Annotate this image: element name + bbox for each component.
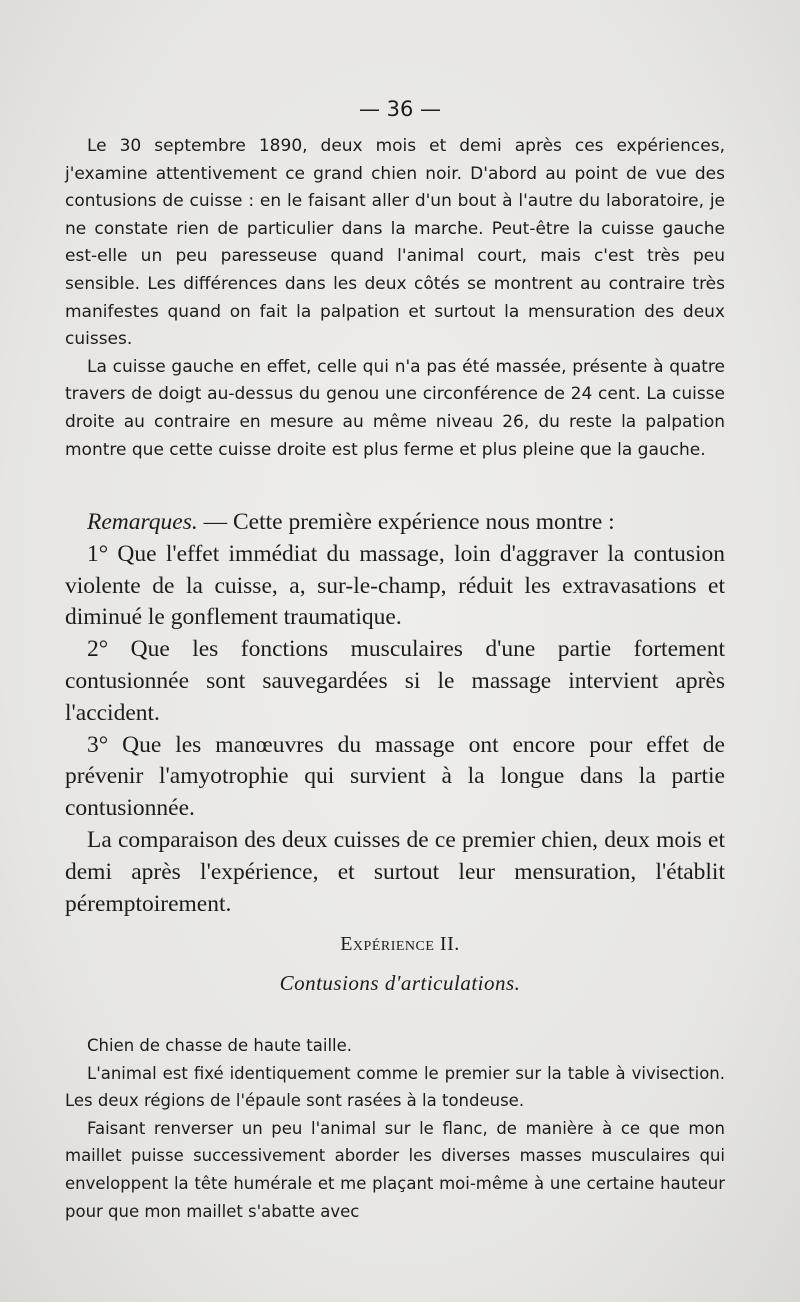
paragraph: La cuisse gauche en effet, celle qui n'a pas été massée, présente à quatre travers de doigt au-dessus du genou une circonférence de 24 cent. La cuisse droite au contraire en mesure au même niveau 26, du reste la palpation montre que cette cuisse droite est plus ferme et plus pleine que la gauche. xyxy=(65,356,725,460)
remarks-section xyxy=(65,507,725,920)
paragraph: L'animal est fixé identiquement comme le premier sur la table à vivisection. Les deux régions de l'épaule sont rasées à la tondeuse. xyxy=(65,1063,725,1111)
remark-point: 2° Que les fonctions musculaires d'une partie fortement contusionnée sont sauvegardées si le massage intervient après l'accident. xyxy=(65,636,725,726)
paragraph: Le 30 septembre 1890, deux mois et demi après ces expériences, j'examine attentivement ce grand chien noir. D'abord au point de vue des contusions de cuisse : en le faisant aller d'un bout à l'autre du laboratoire, je ne constate rien de particulier dans la marche. Peut-être la cuisse gauche est-elle un peu paresseuse quand l'animal court, mais c'est très peu sensible. Les différences dans les deux côtés se montrent au contraire très manifestes quand on fait la palpation et surtout la mensuration des deux cuisses. xyxy=(65,136,725,350)
experiment-text xyxy=(65,1032,725,1225)
observation-text xyxy=(65,133,725,464)
remarks-intro xyxy=(65,507,725,539)
remarks-intro-text: — Cette première expérience nous montre : xyxy=(197,509,615,535)
remark-conclusion: La comparaison des deux cuisses de ce premier chien, deux mois et demi après l'expérience, et surtout leur mensuration, l'établit péremptoirement. xyxy=(65,826,725,917)
remarks-label: Remarques. xyxy=(87,509,198,535)
remark-point: 1° Que l'effet immédiat du massage, loin d'aggraver la contusion violente de la cuisse, a, sur-le-champ, réduit les extravasations et diminué le gonflement traumatique. xyxy=(65,540,725,631)
page-number: — 36 — xyxy=(358,97,442,121)
experiment-subtitle: Contusions d'articulations. xyxy=(279,971,521,995)
paragraph: Faisant renverser un peu l'animal sur le flanc, de manière à ce que mon maillet puisse successivement aborder les diverses masses musculaires qui enveloppent la tête humérale et me plaçant moi-même à une certaine hauteur pour que mon maillet s'abatte avec xyxy=(65,1118,725,1221)
remark-point: 3° Que les manœuvres du massage ont encore pour effet de prévenir l'amyotrophie qui survient à la longue dans la partie contusionnée. xyxy=(65,731,725,822)
paragraph: Chien de chasse de haute taille. xyxy=(87,1036,353,1055)
experiment-heading: Expérience II. xyxy=(340,933,460,955)
